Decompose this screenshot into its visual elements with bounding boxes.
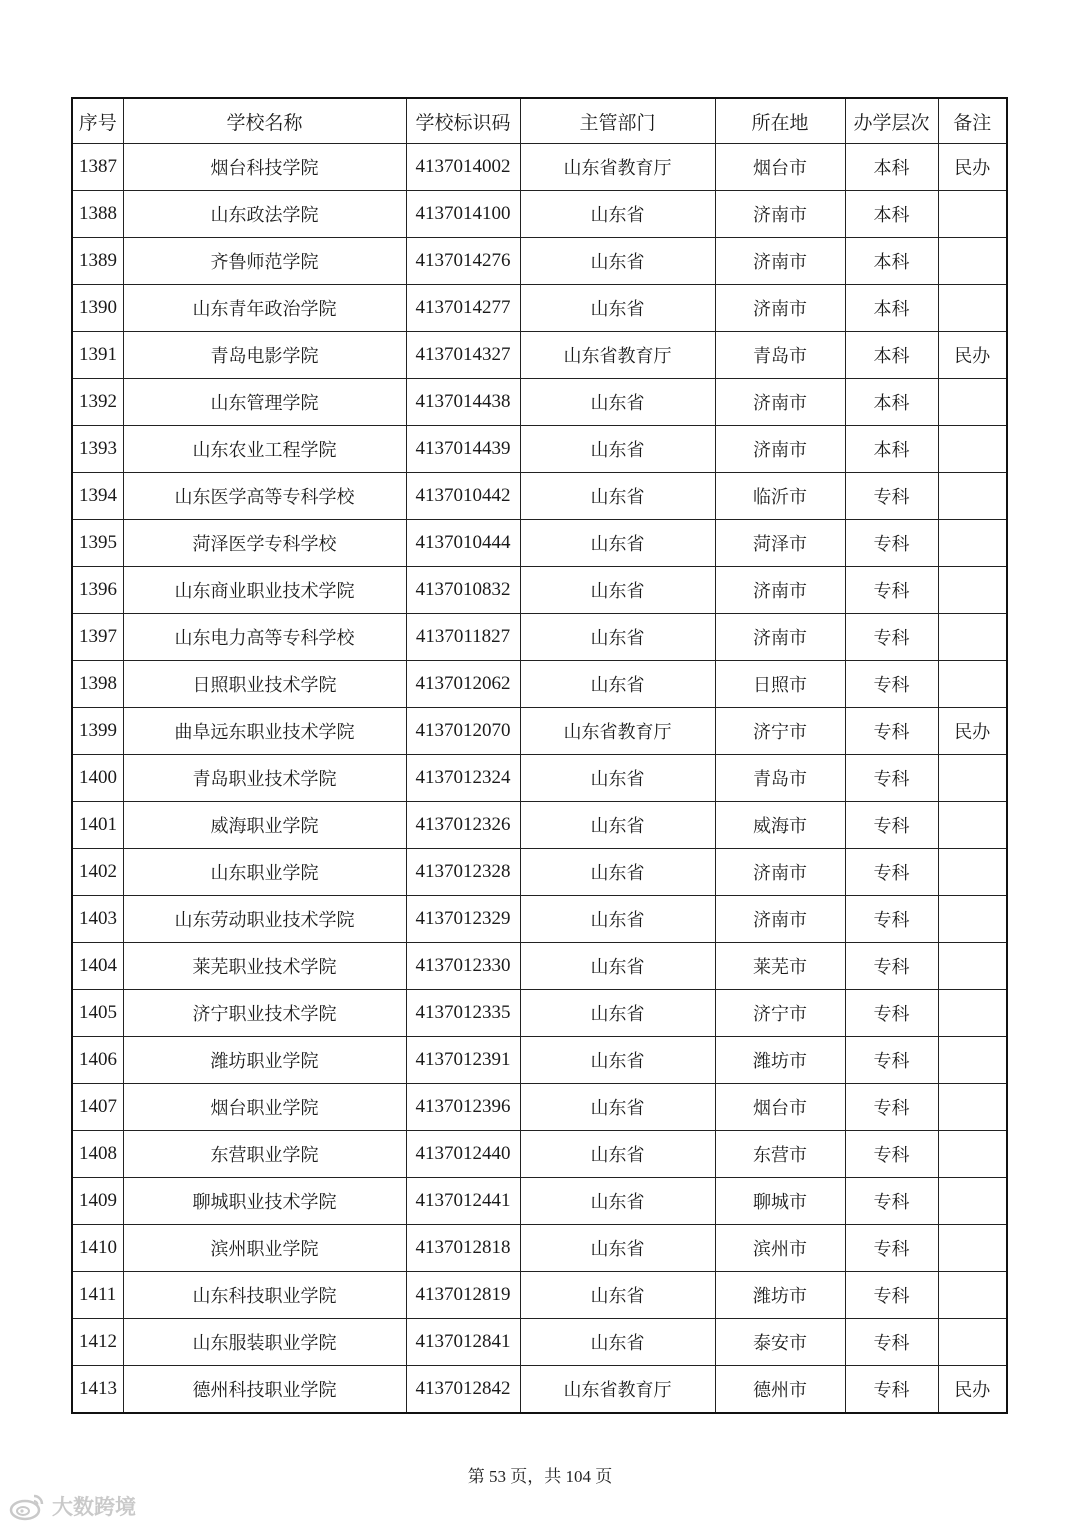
cell-school-code: 4137010832	[406, 567, 520, 614]
cell-school-name: 山东电力高等专科学校	[123, 614, 406, 661]
cell-remark	[938, 1225, 1007, 1272]
cell-department: 山东省	[520, 1319, 715, 1366]
cell-index: 1397	[72, 614, 123, 661]
cell-index: 1391	[72, 332, 123, 379]
table-row	[72, 1037, 1007, 1084]
table-row	[72, 802, 1007, 849]
cell-school-code: 4137012335	[406, 990, 520, 1037]
table-row	[72, 1225, 1007, 1272]
cell-index: 1408	[72, 1131, 123, 1178]
cell-level: 专科	[845, 567, 938, 614]
cell-school-code: 4137014277	[406, 285, 520, 332]
table-row	[72, 285, 1007, 332]
cell-index: 1392	[72, 379, 123, 426]
cell-location: 菏泽市	[715, 520, 845, 567]
cell-department: 山东省	[520, 896, 715, 943]
cell-remark: 民办	[938, 332, 1007, 379]
cell-school-code: 4137012819	[406, 1272, 520, 1319]
cell-level: 专科	[845, 614, 938, 661]
cell-department: 山东省	[520, 1037, 715, 1084]
cell-remark: 民办	[938, 144, 1007, 191]
cell-level: 专科	[845, 661, 938, 708]
cell-remark	[938, 1131, 1007, 1178]
cell-remark	[938, 896, 1007, 943]
cell-level: 专科	[845, 520, 938, 567]
cell-level: 专科	[845, 990, 938, 1037]
cell-index: 1387	[72, 144, 123, 191]
cell-remark	[938, 614, 1007, 661]
cell-remark	[938, 567, 1007, 614]
cell-location: 济南市	[715, 426, 845, 473]
cell-remark	[938, 426, 1007, 473]
cell-location: 德州市	[715, 1366, 845, 1414]
cell-index: 1394	[72, 473, 123, 520]
cell-department: 山东省	[520, 285, 715, 332]
cell-location: 青岛市	[715, 755, 845, 802]
cell-level: 本科	[845, 379, 938, 426]
table-row	[72, 1366, 1007, 1414]
cell-department: 山东省	[520, 238, 715, 285]
cell-remark	[938, 191, 1007, 238]
cell-level: 专科	[845, 1366, 938, 1414]
cell-level: 本科	[845, 332, 938, 379]
cell-department: 山东省	[520, 1225, 715, 1272]
table-row	[72, 238, 1007, 285]
cell-remark	[938, 520, 1007, 567]
cell-department: 山东省	[520, 473, 715, 520]
cell-level: 专科	[845, 802, 938, 849]
cell-school-name: 山东服装职业学院	[123, 1319, 406, 1366]
cell-remark	[938, 849, 1007, 896]
cell-remark	[938, 1084, 1007, 1131]
cell-school-code: 4137011827	[406, 614, 520, 661]
cell-level: 专科	[845, 473, 938, 520]
table-row	[72, 379, 1007, 426]
cell-remark: 民办	[938, 708, 1007, 755]
table-body	[72, 144, 1007, 1414]
cell-department: 山东省	[520, 1272, 715, 1319]
table-row	[72, 614, 1007, 661]
cell-level: 专科	[845, 1272, 938, 1319]
cell-location: 日照市	[715, 661, 845, 708]
cell-index: 1389	[72, 238, 123, 285]
cell-school-code: 4137012330	[406, 943, 520, 990]
cell-level: 专科	[845, 1319, 938, 1366]
header-remark: 备注	[938, 98, 1007, 144]
cell-remark	[938, 990, 1007, 1037]
cell-school-code: 4137014327	[406, 332, 520, 379]
table-row	[72, 144, 1007, 191]
cell-remark	[938, 238, 1007, 285]
table-row	[72, 332, 1007, 379]
cell-index: 1393	[72, 426, 123, 473]
cell-school-code: 4137012070	[406, 708, 520, 755]
cell-department: 山东省	[520, 520, 715, 567]
table-row	[72, 1084, 1007, 1131]
cell-location: 济南市	[715, 191, 845, 238]
cell-school-name: 山东管理学院	[123, 379, 406, 426]
cell-level: 专科	[845, 755, 938, 802]
cell-location: 潍坊市	[715, 1272, 845, 1319]
cell-remark	[938, 661, 1007, 708]
table-row	[72, 473, 1007, 520]
cell-school-name: 山东劳动职业技术学院	[123, 896, 406, 943]
cell-index: 1399	[72, 708, 123, 755]
table-row	[72, 990, 1007, 1037]
cell-department: 山东省	[520, 802, 715, 849]
cell-location: 济南市	[715, 567, 845, 614]
cell-location: 威海市	[715, 802, 845, 849]
cell-location: 东营市	[715, 1131, 845, 1178]
cell-index: 1412	[72, 1319, 123, 1366]
cell-department: 山东省	[520, 755, 715, 802]
cell-index: 1395	[72, 520, 123, 567]
cell-school-name: 山东医学高等专科学校	[123, 473, 406, 520]
cell-index: 1398	[72, 661, 123, 708]
table-row	[72, 896, 1007, 943]
cell-level: 本科	[845, 238, 938, 285]
cell-school-name: 山东青年政治学院	[123, 285, 406, 332]
cell-index: 1407	[72, 1084, 123, 1131]
cell-department: 山东省	[520, 661, 715, 708]
cell-department: 山东省	[520, 1131, 715, 1178]
cell-school-name: 莱芜职业技术学院	[123, 943, 406, 990]
cell-school-code: 4137014438	[406, 379, 520, 426]
cell-location: 济宁市	[715, 990, 845, 1037]
cell-level: 专科	[845, 896, 938, 943]
school-list-table	[71, 97, 1008, 1414]
watermark-text: 大数跨境	[52, 1495, 136, 1519]
cell-location: 济宁市	[715, 708, 845, 755]
header-location: 所在地	[715, 98, 845, 144]
cell-department: 山东省	[520, 943, 715, 990]
cell-level: 专科	[845, 708, 938, 755]
cell-school-code: 4137010442	[406, 473, 520, 520]
cell-school-name: 滨州职业学院	[123, 1225, 406, 1272]
cell-school-code: 4137012440	[406, 1131, 520, 1178]
cell-school-code: 4137010444	[406, 520, 520, 567]
cell-department: 山东省	[520, 1178, 715, 1225]
cell-index: 1404	[72, 943, 123, 990]
table-row	[72, 426, 1007, 473]
cell-location: 潍坊市	[715, 1037, 845, 1084]
cell-remark	[938, 379, 1007, 426]
cell-school-code: 4137012324	[406, 755, 520, 802]
cell-location: 济南市	[715, 379, 845, 426]
cell-school-name: 山东农业工程学院	[123, 426, 406, 473]
cell-index: 1413	[72, 1366, 123, 1414]
cell-school-name: 德州科技职业学院	[123, 1366, 406, 1414]
cell-location: 济南市	[715, 896, 845, 943]
cell-index: 1402	[72, 849, 123, 896]
cell-school-name: 烟台科技学院	[123, 144, 406, 191]
table-row	[72, 1131, 1007, 1178]
cell-department: 山东省	[520, 379, 715, 426]
cell-level: 专科	[845, 1131, 938, 1178]
cell-index: 1409	[72, 1178, 123, 1225]
cell-department: 山东省教育厅	[520, 144, 715, 191]
cell-remark	[938, 1037, 1007, 1084]
weibo-logo-icon	[8, 1491, 46, 1521]
cell-location: 济南市	[715, 285, 845, 332]
header-level: 办学层次	[845, 98, 938, 144]
cell-remark	[938, 755, 1007, 802]
cell-school-name: 日照职业技术学院	[123, 661, 406, 708]
table-row	[72, 661, 1007, 708]
cell-location: 聊城市	[715, 1178, 845, 1225]
cell-school-name: 济宁职业技术学院	[123, 990, 406, 1037]
cell-school-name: 青岛职业技术学院	[123, 755, 406, 802]
cell-level: 本科	[845, 191, 938, 238]
cell-location: 临沂市	[715, 473, 845, 520]
table-row	[72, 849, 1007, 896]
table-row	[72, 191, 1007, 238]
cell-remark	[938, 943, 1007, 990]
cell-department: 山东省	[520, 1084, 715, 1131]
cell-school-name: 山东商业职业技术学院	[123, 567, 406, 614]
cell-department: 山东省	[520, 614, 715, 661]
cell-remark: 民办	[938, 1366, 1007, 1414]
cell-school-name: 齐鲁师范学院	[123, 238, 406, 285]
cell-level: 专科	[845, 1037, 938, 1084]
cell-school-name: 烟台职业学院	[123, 1084, 406, 1131]
cell-school-code: 4137012841	[406, 1319, 520, 1366]
page-footer: 第 53 页，共 104 页	[467, 1467, 613, 1486]
cell-remark	[938, 1319, 1007, 1366]
cell-school-code: 4137014002	[406, 144, 520, 191]
cell-location: 泰安市	[715, 1319, 845, 1366]
cell-level: 专科	[845, 1084, 938, 1131]
table-row	[72, 943, 1007, 990]
cell-school-name: 潍坊职业学院	[123, 1037, 406, 1084]
cell-department: 山东省教育厅	[520, 1366, 715, 1414]
cell-school-code: 4137012396	[406, 1084, 520, 1131]
cell-remark	[938, 802, 1007, 849]
watermark	[8, 1491, 136, 1521]
cell-location: 烟台市	[715, 144, 845, 191]
cell-school-code: 4137012326	[406, 802, 520, 849]
cell-school-name: 威海职业学院	[123, 802, 406, 849]
cell-school-name: 青岛电影学院	[123, 332, 406, 379]
cell-department: 山东省	[520, 849, 715, 896]
cell-school-code: 4137012328	[406, 849, 520, 896]
cell-remark	[938, 1178, 1007, 1225]
cell-index: 1388	[72, 191, 123, 238]
cell-school-code: 4137012329	[406, 896, 520, 943]
cell-index: 1401	[72, 802, 123, 849]
cell-department: 山东省	[520, 567, 715, 614]
cell-location: 莱芜市	[715, 943, 845, 990]
cell-school-name: 山东职业学院	[123, 849, 406, 896]
cell-index: 1406	[72, 1037, 123, 1084]
table-row	[72, 567, 1007, 614]
cell-department: 山东省教育厅	[520, 332, 715, 379]
cell-department: 山东省	[520, 191, 715, 238]
table-row	[72, 520, 1007, 567]
cell-school-code: 4137012441	[406, 1178, 520, 1225]
table-row	[72, 1178, 1007, 1225]
cell-index: 1390	[72, 285, 123, 332]
cell-location: 济南市	[715, 614, 845, 661]
cell-school-code: 4137012842	[406, 1366, 520, 1414]
cell-level: 本科	[845, 426, 938, 473]
cell-school-name: 曲阜远东职业技术学院	[123, 708, 406, 755]
cell-index: 1396	[72, 567, 123, 614]
cell-school-code: 4137012391	[406, 1037, 520, 1084]
cell-school-code: 4137014439	[406, 426, 520, 473]
cell-department: 山东省	[520, 426, 715, 473]
cell-remark	[938, 285, 1007, 332]
cell-index: 1411	[72, 1272, 123, 1319]
cell-location: 青岛市	[715, 332, 845, 379]
cell-location: 济南市	[715, 238, 845, 285]
cell-remark	[938, 1272, 1007, 1319]
cell-level: 专科	[845, 943, 938, 990]
table-row	[72, 708, 1007, 755]
cell-location: 滨州市	[715, 1225, 845, 1272]
cell-index: 1400	[72, 755, 123, 802]
cell-index: 1405	[72, 990, 123, 1037]
cell-school-name: 聊城职业技术学院	[123, 1178, 406, 1225]
cell-school-code: 4137014100	[406, 191, 520, 238]
header-department: 主管部门	[520, 98, 715, 144]
cell-level: 专科	[845, 1178, 938, 1225]
cell-school-code: 4137014276	[406, 238, 520, 285]
cell-level: 本科	[845, 144, 938, 191]
cell-department: 山东省教育厅	[520, 708, 715, 755]
cell-remark	[938, 473, 1007, 520]
header-index: 序号	[72, 98, 123, 144]
cell-level: 本科	[845, 285, 938, 332]
table-row	[72, 1272, 1007, 1319]
cell-index: 1403	[72, 896, 123, 943]
table-header-row	[72, 98, 1007, 144]
cell-index: 1410	[72, 1225, 123, 1272]
cell-department: 山东省	[520, 990, 715, 1037]
cell-school-name: 山东政法学院	[123, 191, 406, 238]
cell-school-code: 4137012062	[406, 661, 520, 708]
cell-school-name: 山东科技职业学院	[123, 1272, 406, 1319]
cell-location: 济南市	[715, 849, 845, 896]
header-school-name: 学校名称	[123, 98, 406, 144]
cell-school-code: 4137012818	[406, 1225, 520, 1272]
header-school-code: 学校标识码	[406, 98, 520, 144]
cell-school-name: 菏泽医学专科学校	[123, 520, 406, 567]
cell-level: 专科	[845, 1225, 938, 1272]
cell-school-name: 东营职业学院	[123, 1131, 406, 1178]
table-row	[72, 1319, 1007, 1366]
cell-level: 专科	[845, 849, 938, 896]
table-row	[72, 755, 1007, 802]
cell-location: 烟台市	[715, 1084, 845, 1131]
